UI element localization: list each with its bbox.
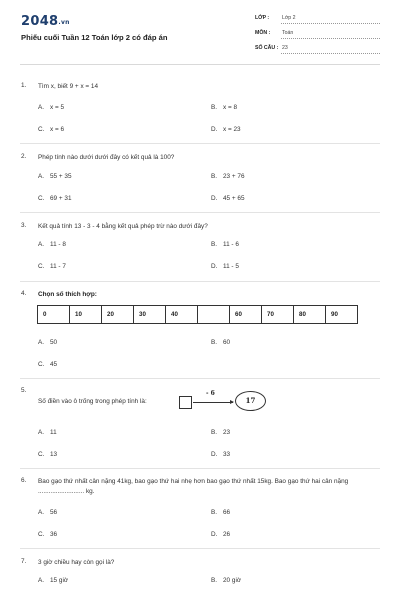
meta-question-count bbox=[255, 42, 380, 54]
option-1d[interactable] bbox=[211, 126, 241, 133]
option-letter: C. bbox=[38, 361, 45, 368]
worksheet-header bbox=[0, 0, 400, 70]
question-number: 2. bbox=[21, 153, 27, 160]
option-text: 23 + 76 bbox=[223, 173, 245, 180]
option-letter: B. bbox=[211, 577, 218, 584]
question-divider bbox=[20, 378, 380, 379]
meta-underline bbox=[281, 53, 380, 54]
meta-subject bbox=[255, 27, 380, 39]
option-5a[interactable] bbox=[38, 429, 57, 436]
option-letter: D. bbox=[211, 126, 218, 133]
option-5c[interactable] bbox=[38, 451, 57, 458]
logo-tld: .vn bbox=[58, 19, 70, 26]
table-cell: 10 bbox=[70, 306, 102, 323]
option-text: x = 23 bbox=[223, 126, 241, 133]
question-divider bbox=[20, 468, 380, 469]
question-divider bbox=[20, 548, 380, 549]
table-cell: 90 bbox=[331, 311, 338, 318]
option-3a[interactable] bbox=[38, 241, 66, 248]
question-stem: Phép tính nào dưới dưới đây có kết quả là 100? bbox=[38, 154, 175, 161]
option-2b[interactable] bbox=[211, 173, 245, 180]
table-cell: 80 bbox=[294, 306, 326, 323]
question-number: 4. bbox=[21, 290, 27, 297]
answer-blank-box[interactable] bbox=[179, 396, 192, 409]
question-number: 6. bbox=[21, 477, 27, 484]
question-number: 7. bbox=[21, 558, 27, 565]
meta-key: SỐ CÂU : bbox=[255, 45, 279, 51]
option-6a[interactable] bbox=[38, 509, 57, 516]
option-2d[interactable] bbox=[211, 195, 245, 202]
worksheet-title: Phiếu cuối Tuần 12 Toán lớp 2 có đáp án bbox=[21, 33, 168, 42]
equation-operator: - 6 bbox=[206, 390, 215, 397]
table-cell: 60 bbox=[230, 306, 262, 323]
option-1c[interactable] bbox=[38, 126, 64, 133]
option-text: x = 5 bbox=[50, 104, 65, 111]
option-letter: D. bbox=[211, 195, 218, 202]
table-cell: 30 bbox=[134, 306, 166, 323]
option-letter: D. bbox=[211, 451, 218, 458]
question-divider bbox=[20, 143, 380, 144]
option-text: 11 - 6 bbox=[223, 241, 239, 248]
option-6c[interactable] bbox=[38, 531, 57, 538]
table-cell: 40 bbox=[166, 306, 198, 323]
option-text: 11 - 7 bbox=[50, 263, 66, 270]
question-stem: 3 giờ chiều hay còn gọi là? bbox=[38, 559, 115, 566]
option-text: 26 bbox=[223, 531, 231, 538]
header-divider bbox=[20, 64, 380, 65]
option-text: 11 - 5 bbox=[223, 263, 239, 270]
table-cell: 0 bbox=[38, 306, 70, 323]
question-stem: Bao gạo thứ nhất cân nặng 41kg, bao gạo thứ hai nhẹ hơn bao gạo thứ nhất 15kg. Bao gạo thứ hai cân nặng .......................... kg. bbox=[38, 478, 349, 495]
option-letter: D. bbox=[211, 263, 218, 270]
option-text: 66 bbox=[223, 509, 231, 516]
option-text: 15 giờ bbox=[50, 577, 69, 584]
option-letter: A. bbox=[38, 173, 45, 180]
option-text: 55 + 35 bbox=[50, 173, 72, 180]
option-text: 56 bbox=[50, 509, 58, 516]
meta-underline bbox=[281, 38, 380, 39]
option-7b[interactable] bbox=[211, 577, 241, 584]
option-4c[interactable] bbox=[38, 361, 57, 368]
option-4a[interactable] bbox=[38, 339, 57, 346]
question-stem: Số điền vào ô trống trong phép tính là: bbox=[38, 398, 147, 405]
option-text: 33 bbox=[223, 451, 231, 458]
number-sequence-table bbox=[37, 305, 358, 324]
option-text: 20 giờ bbox=[223, 577, 242, 584]
option-6b[interactable] bbox=[211, 509, 230, 516]
option-text: 45 bbox=[50, 361, 58, 368]
option-7a[interactable] bbox=[38, 577, 68, 584]
question-divider bbox=[20, 281, 380, 282]
option-letter: C. bbox=[38, 263, 45, 270]
option-1a[interactable] bbox=[38, 104, 64, 111]
option-letter: A. bbox=[38, 429, 45, 436]
option-letter: B. bbox=[211, 339, 218, 346]
option-text: x = 6 bbox=[50, 126, 65, 133]
meta-key: MÔN : bbox=[255, 30, 271, 36]
option-text: x = 8 bbox=[223, 104, 238, 111]
option-3d[interactable] bbox=[211, 263, 239, 270]
option-3c[interactable] bbox=[38, 263, 66, 270]
option-letter: C. bbox=[38, 531, 45, 538]
option-letter: B. bbox=[211, 173, 218, 180]
question-5-stem bbox=[38, 398, 178, 405]
question-number: 5. bbox=[21, 387, 27, 394]
logo-text: 2048 bbox=[21, 14, 59, 29]
option-6d[interactable] bbox=[211, 531, 230, 538]
option-text: 69 + 31 bbox=[50, 195, 72, 202]
option-text: 11 - 8 bbox=[50, 241, 66, 248]
option-letter: B. bbox=[211, 429, 218, 436]
option-5d[interactable] bbox=[211, 451, 230, 458]
option-letter: A. bbox=[38, 509, 45, 516]
option-2a[interactable] bbox=[38, 173, 72, 180]
equation-arrow bbox=[193, 402, 233, 403]
option-text: 11 bbox=[50, 429, 57, 436]
option-text: 60 bbox=[223, 339, 231, 346]
equation-result: 17 bbox=[235, 391, 266, 411]
option-3b[interactable] bbox=[211, 241, 239, 248]
option-letter: B. bbox=[211, 509, 218, 516]
option-letter: A. bbox=[38, 339, 45, 346]
option-letter: A. bbox=[38, 104, 45, 111]
option-letter: A. bbox=[38, 241, 45, 248]
question-stem: Tìm x, biết 9 + x = 14 bbox=[38, 83, 99, 90]
option-1b[interactable] bbox=[211, 104, 237, 111]
question-stem: Kết quả tính 13 - 3 - 4 bằng kết quả phép trừ nào dưới đây? bbox=[38, 223, 208, 230]
table-cell-blank bbox=[198, 306, 230, 323]
option-text: 36 bbox=[50, 531, 58, 538]
option-letter: C. bbox=[38, 126, 45, 133]
option-letter: C. bbox=[38, 451, 45, 458]
question-divider bbox=[20, 212, 380, 213]
question-stem: Chọn số thích hợp: bbox=[38, 291, 97, 298]
option-5b[interactable] bbox=[211, 429, 230, 436]
meta-value: Toán bbox=[282, 30, 294, 36]
option-text: 23 bbox=[223, 429, 231, 436]
table-cell: 70 bbox=[262, 306, 294, 323]
option-letter: D. bbox=[211, 531, 218, 538]
meta-value: 23 bbox=[282, 45, 288, 51]
site-logo[interactable] bbox=[21, 14, 70, 29]
meta-underline bbox=[281, 23, 380, 24]
table-cell: 20 bbox=[102, 306, 134, 323]
option-2c[interactable] bbox=[38, 195, 72, 202]
question-number: 3. bbox=[21, 222, 27, 229]
question-number: 1. bbox=[21, 82, 27, 89]
option-text: 13 bbox=[50, 451, 58, 458]
option-letter: A. bbox=[38, 577, 45, 584]
option-letter: B. bbox=[211, 104, 218, 111]
option-text: 45 + 65 bbox=[223, 195, 245, 202]
meta-value: Lớp 2 bbox=[282, 15, 296, 21]
option-letter: C. bbox=[38, 195, 45, 202]
option-text: 50 bbox=[50, 339, 58, 346]
meta-key: LỚP : bbox=[255, 15, 270, 21]
meta-class bbox=[255, 12, 380, 24]
option-letter: B. bbox=[211, 241, 218, 248]
option-4b[interactable] bbox=[211, 339, 230, 346]
